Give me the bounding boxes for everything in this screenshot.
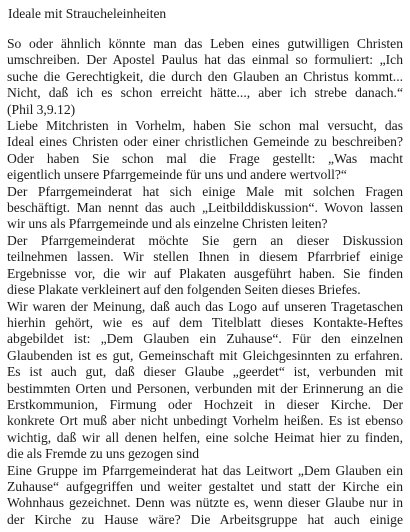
text-line: (Phil 3,9.12)	[7, 101, 76, 117]
paragraph	[7, 463, 403, 529]
text-line: Wir waren der Meinung, daß auch das Logo auf unseren Tragetaschen	[7, 298, 403, 314]
text-line: der Kirche zu Hause wäre? Die Arbeitsgruppe hat auch einige	[7, 511, 403, 527]
text-line: Zuhause“ aufgegriffen und weiter gestaltet und statt der Kirche ein	[7, 478, 403, 494]
text-line: So oder ähnlich könnte man das Leben eines gutwilligen Christen	[7, 36, 403, 51]
text-line: Liebe Mitchristen in Vorhelm, haben Sie schon mal versucht, das	[7, 118, 403, 134]
text-line: wir uns als Pfarrgemeinde und als einzelne Christen leiten?	[7, 216, 328, 232]
document-body	[7, 36, 403, 528]
text-line: Eine Gruppe im Pfarrgemeinderat hat das Leitwort „Dem Glauben ein	[7, 462, 403, 478]
text-line: konkrete Ort muß aber nicht unbedingt Vorhelm heißen. Es ist ebenso	[7, 413, 403, 429]
text-line: wichtig, daß wir all denen helfen, eine solche Heimat hier zu finden,	[7, 429, 403, 445]
text-line: Nicht, daß ich es schon erreicht hätte..., aber ich strebe danach.“	[7, 85, 403, 101]
text-line: hierhin gehört, wie es auf dem Titelblatt dieses Kontakte-Heftes	[7, 314, 403, 330]
text-line: suche die Gerechtigkeit, die durch den Glauben an Christus kommt...	[7, 68, 403, 84]
text-line: umschreiben. Der Apostel Paulus hat das einmal so formuliert: „Ich	[7, 52, 403, 68]
text-line: Es ist auch gut, daß dieser Glaube „geerdet“ ist, verbunden mit	[7, 364, 403, 380]
text-line: beschäftigt. Man nennt das auch „Leitbilddiskussion“. Wovon lassen	[7, 200, 403, 216]
paragraph	[7, 36, 403, 118]
text-line: Ideal eines Christen oder einer christlichen Gemeinde zu beschreiben?	[7, 134, 403, 150]
text-line: Ergebnisse vor, die wir auf Plakaten ausgeführt haben. Sie finden	[7, 265, 403, 281]
document-title: Ideale mit Straucheleinheiten	[8, 6, 167, 21]
text-line: diese Plakate verkleinert auf den folgenden Seiten dieses Briefes.	[7, 282, 361, 298]
text-line: abgebildet ist: „Dem Glauben ein Zuhause“. Für den einzelnen	[7, 331, 403, 347]
document-page	[7, 6, 403, 528]
text-line: Der Pfarrgemeinderat hat sich einige Male mit solchen Fragen	[7, 183, 403, 199]
text-line: Erstkommunion, Firmung oder Hochzeit in dieser Kirche. Der	[7, 396, 403, 412]
text-line: Oder haben Sie schon mal die Frage gestellt: „Was macht	[7, 150, 403, 166]
text-line: Glaubenden ist es gut, Gemeinschaft mit Gleichgesinnten zu erfahren.	[7, 347, 403, 363]
text-line: teilnehmen lassen. Wir stellen Ihnen in diesem Pfarrbrief einige	[7, 249, 403, 265]
text-line: Der Pfarrgemeinderat möchte Sie gern an dieser Diskussion	[7, 232, 403, 248]
text-line: die als Fremde zu uns gezogen sind	[7, 446, 200, 462]
paragraph	[7, 184, 403, 233]
text-line: Wohnhaus gezeichnet. Denn was nützte es, wenn dieser Glaube nur in	[7, 495, 403, 511]
paragraph	[7, 233, 403, 299]
text-line: eigentlich unsere Pfarrgemeinde für uns und andere wertvoll?“	[7, 167, 347, 183]
paragraph	[7, 299, 403, 463]
paragraph	[7, 118, 403, 184]
text-line: bestimmten Orten und Personen, verbunden mit der Erinnerung an die	[7, 380, 403, 396]
